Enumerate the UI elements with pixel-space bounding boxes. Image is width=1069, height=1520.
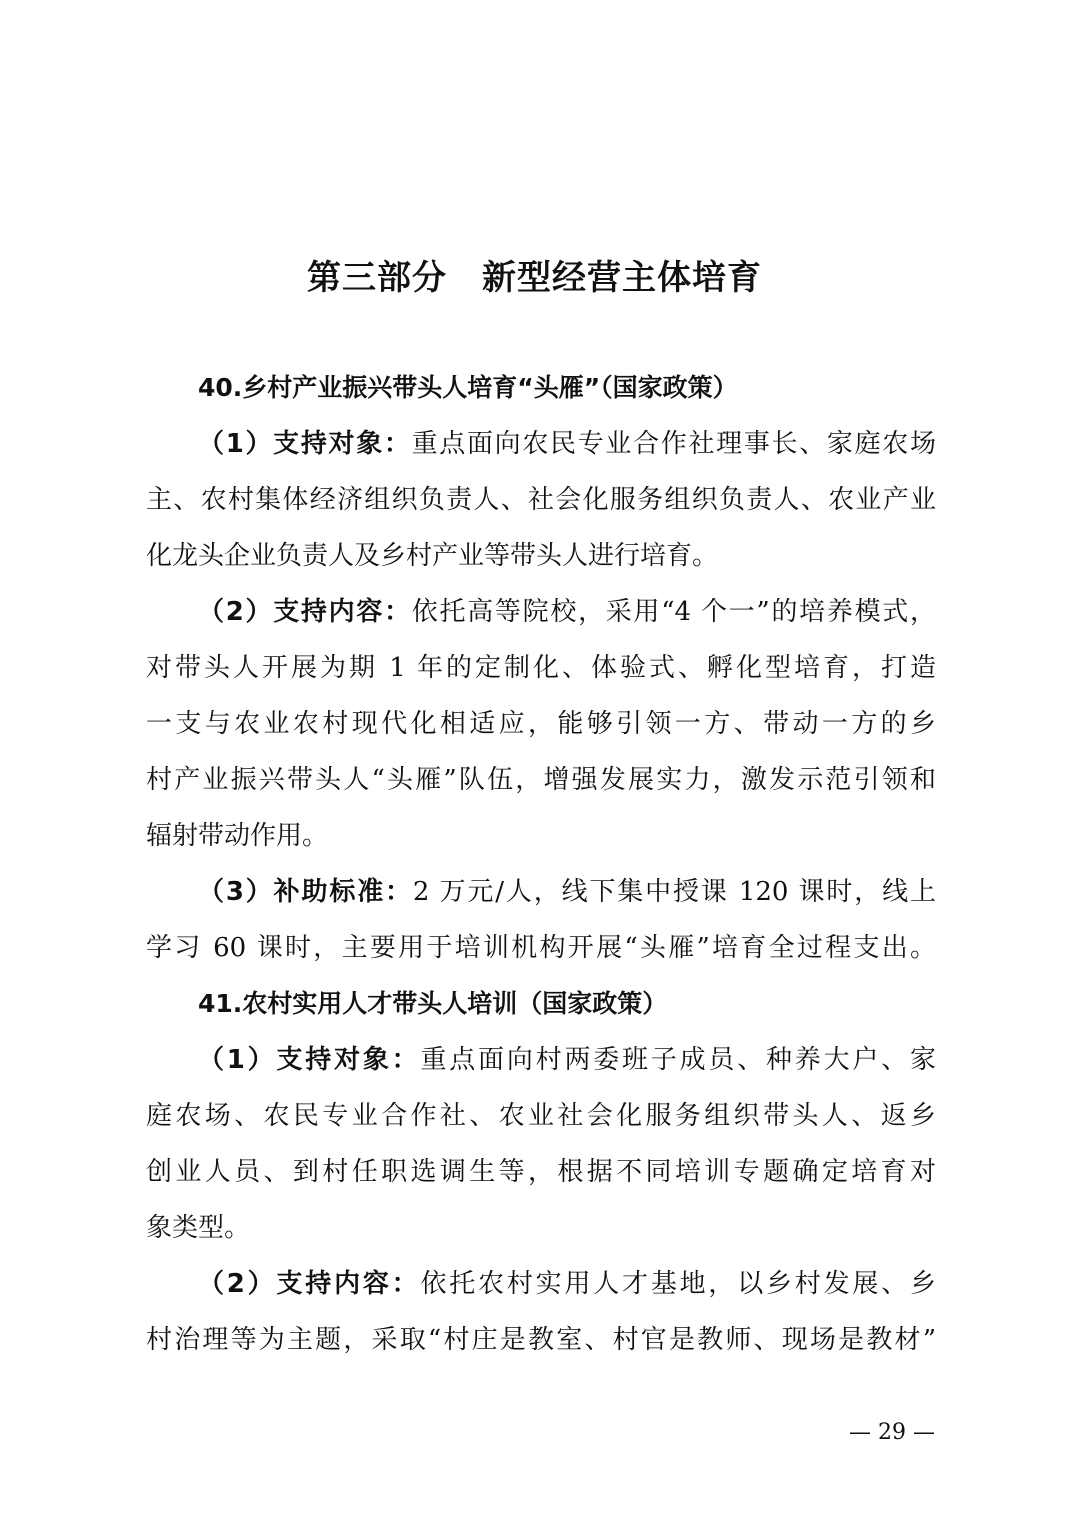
paragraph-line	[146, 1032, 936, 1088]
paragraph-line	[146, 416, 936, 472]
page-title: 第三部分 新型经营主体培育	[307, 258, 762, 298]
paragraph-label: （2）支持内容：	[198, 1269, 421, 1299]
document-body	[146, 360, 936, 1368]
paragraph-line: 村治理等为主题，采取“村庄是教室、村官是教师、现场是教材”	[146, 1325, 936, 1355]
section-heading-40: 40.乡村产业振兴带头人培育“头雁”（国家政策）	[198, 373, 738, 402]
paragraph-line	[146, 584, 936, 640]
paragraph-line: 学习 60 课时，主要用于培训机构开展“头雁”培育全过程支出。	[146, 933, 936, 963]
page-number: — 29 —	[849, 1420, 935, 1445]
paragraph-line: 创业人员、到村任职选调生等，根据不同培训专题确定培育对	[146, 1157, 936, 1187]
paragraph-line	[146, 1256, 936, 1312]
paragraph-label: （2）支持内容：	[198, 597, 412, 627]
paragraph-label: （1）支持对象：	[198, 1045, 421, 1075]
paragraph-line: 庭农场、农民专业合作社、农业社会化服务组织带头人、返乡	[146, 1101, 936, 1131]
paragraph-text: 2 万元/人，线下集中授课 120 课时，线上	[412, 877, 936, 907]
paragraph-line: 村产业振兴带头人“头雁”队伍，增强发展实力，激发示范引领和	[146, 765, 936, 795]
paragraph-text: 重点面向村两委班子成员、种养大户、家	[420, 1045, 936, 1075]
paragraph-label: （1）支持对象：	[198, 429, 412, 459]
paragraph-label: （3）补助标准：	[198, 877, 413, 907]
paragraph-line: 一支与农业农村现代化相适应，能够引领一方、带动一方的乡	[146, 709, 936, 739]
paragraph-line: 对带头人开展为期 1 年的定制化、体验式、孵化型培育，打造	[146, 653, 936, 683]
paragraph-line: 化龙头企业负责人及乡村产业等带头人进行培育。	[146, 541, 719, 571]
paragraph-line: 辐射带动作用。	[146, 821, 329, 851]
paragraph-text: 依托农村实用人才基地，以乡村发展、乡	[420, 1269, 936, 1299]
paragraph-line: 象类型。	[146, 1213, 251, 1243]
paragraph-text: 依托高等院校，采用“4 个一”的培养模式，	[411, 597, 936, 627]
paragraph-line	[146, 864, 936, 920]
section-heading-41: 41.农村实用人才带头人培训（国家政策）	[198, 989, 668, 1018]
paragraph-line: 主、农村集体经济组织负责人、社会化服务组织负责人、农业产业	[146, 485, 936, 515]
paragraph-text: 重点面向农民专业合作社理事长、家庭农场	[411, 429, 936, 459]
